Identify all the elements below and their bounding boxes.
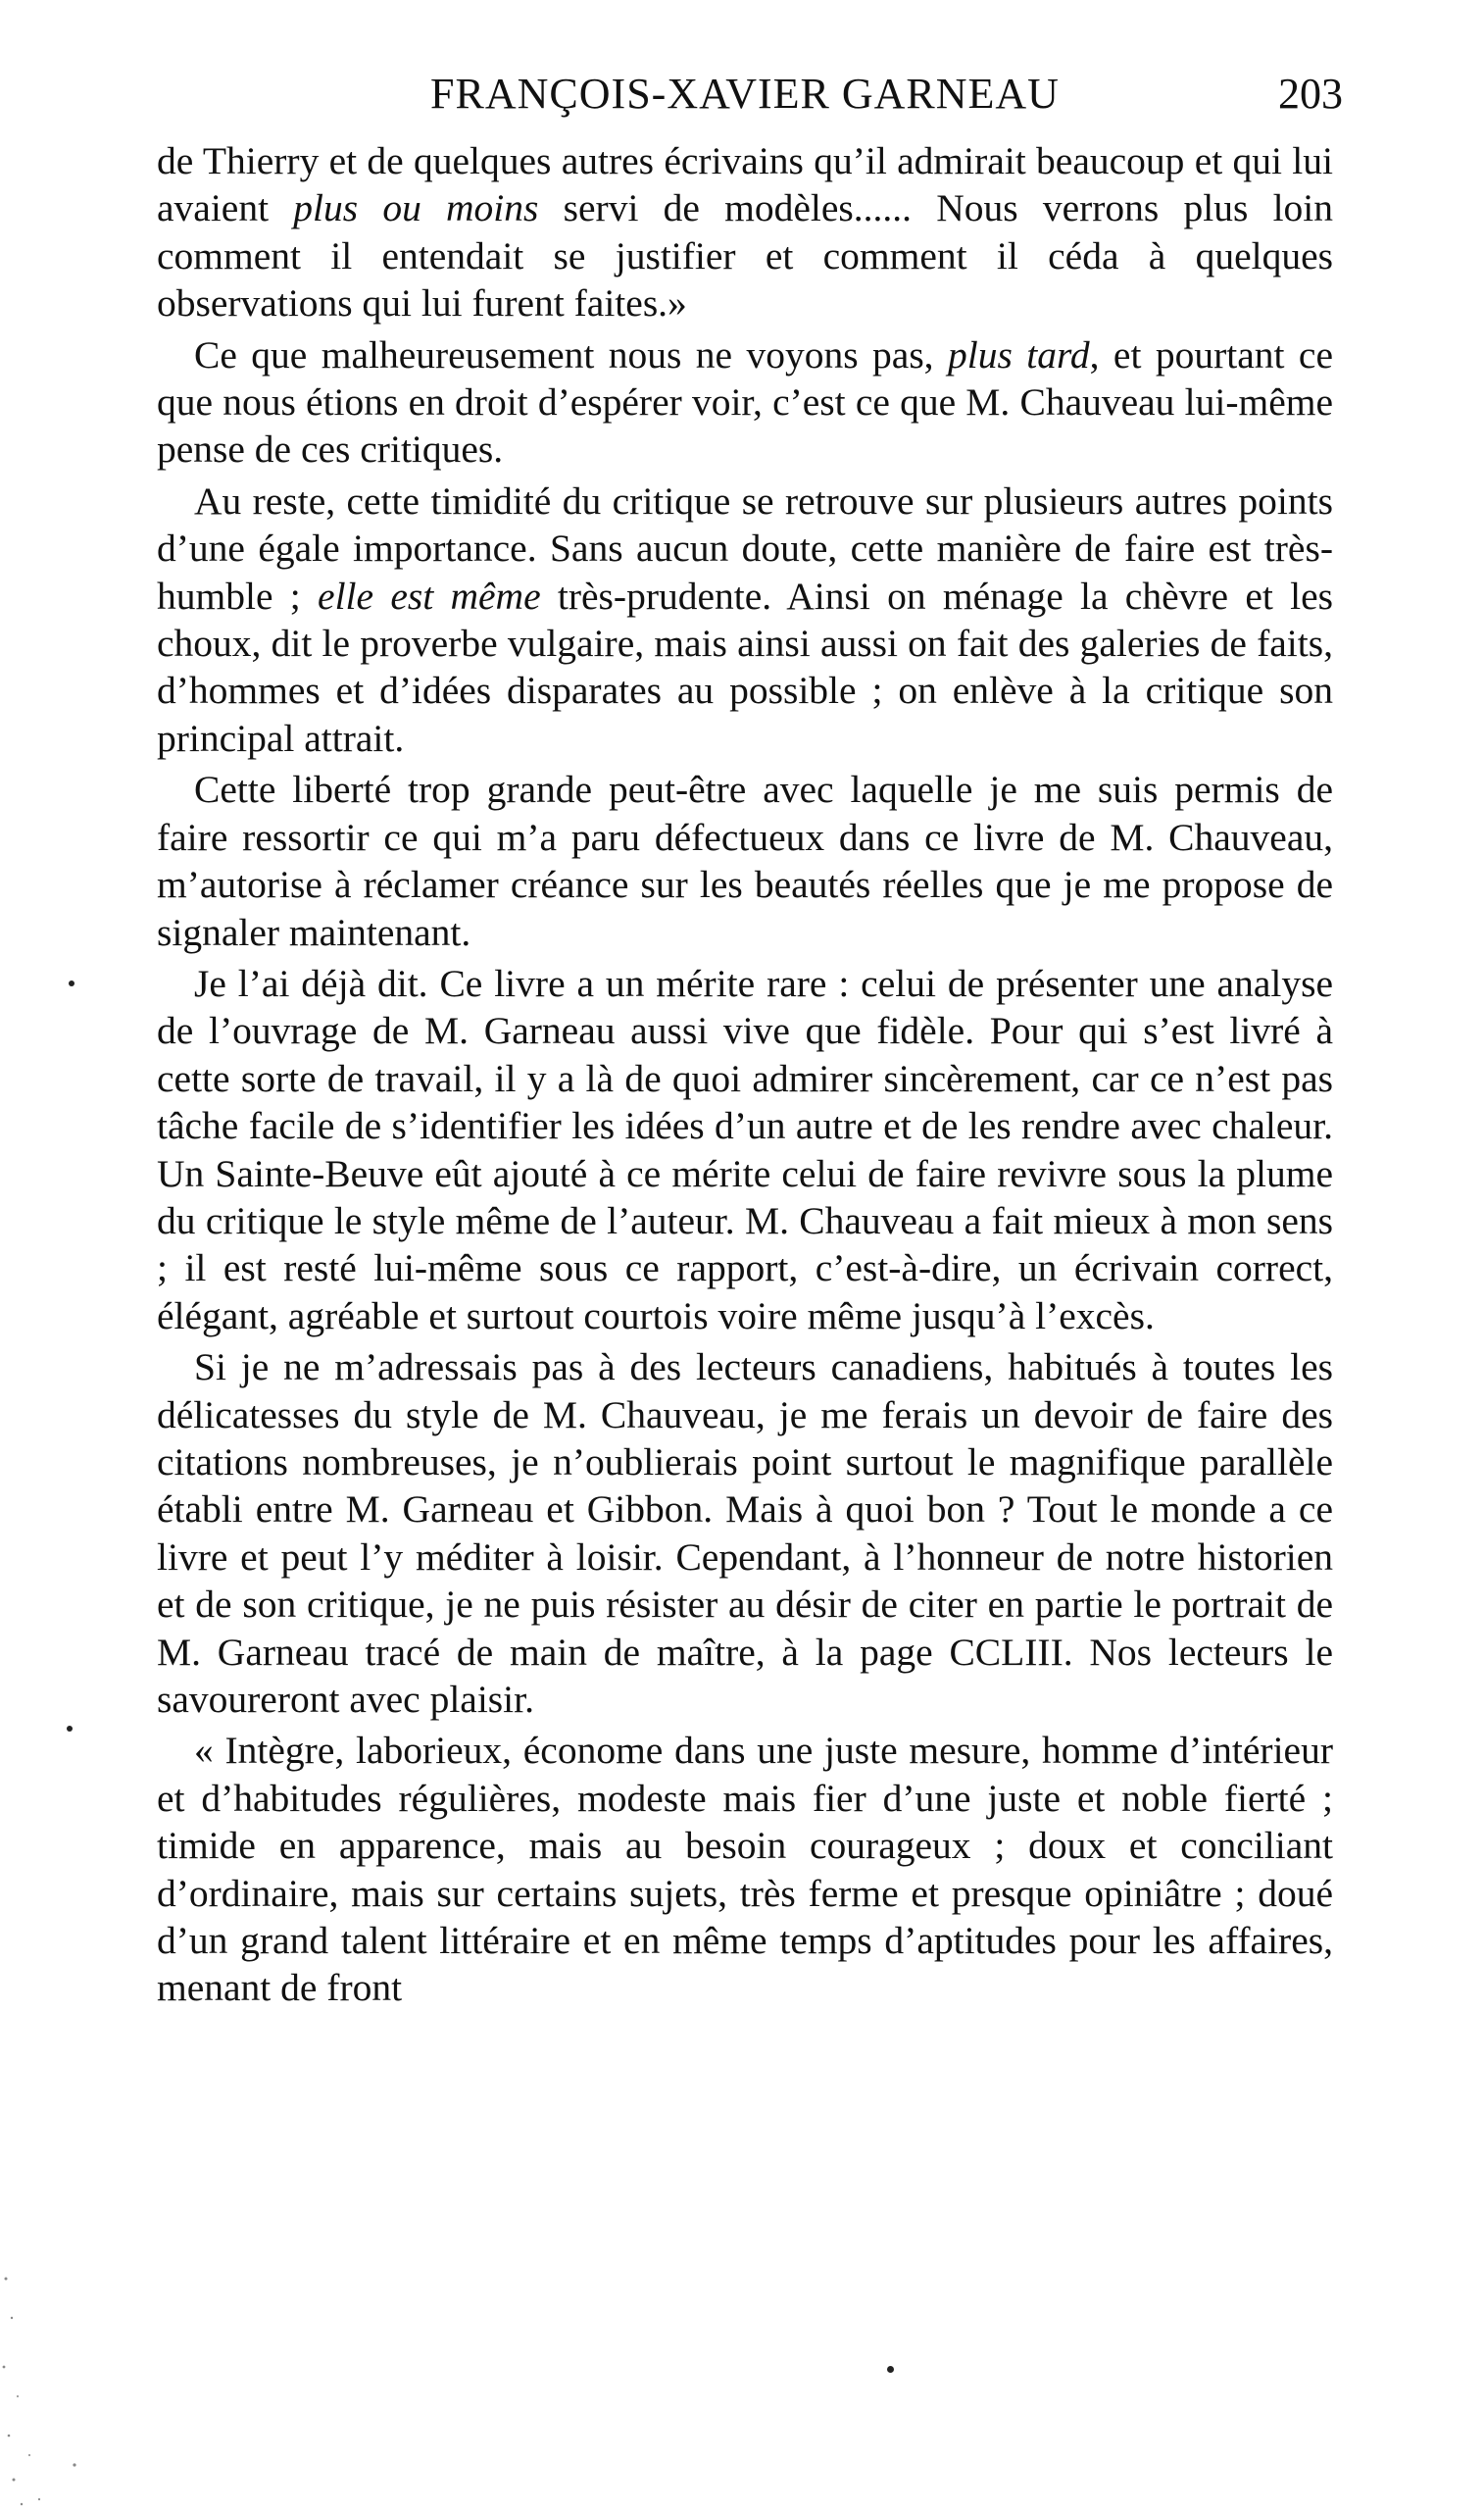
text-run: Je l’ai déjà dit. Ce livre a un mérite rare : celui de présenter une analyse de l’ouvrage de M. Garneau aussi vive que fidèle. Pour qui s’est livré à cette sorte de travail, il y a là de quoi admirer sincèrement, car ce n’est pas tâche facile de s’identifier les idées d’un autre et de les rendre avec chaleur. Un Sainte-Beuve eût ajouté à ce mérite celui de faire revivre sous la plume du critique le style même de l’auteur. M. Chauveau a fait mieux à mon sens ; il est resté lui-même sous ce rapport, c’est-à-dire, un écrivain correct, élégant, agréable et surtout courtois voire même jusqu’à l’excès. (157, 961, 1333, 1337)
text-run: de Thierry et de quelques autres écrivains qu’il admirait beaucoup et qui lui avaient (157, 139, 1333, 230)
margin-speck (887, 2366, 894, 2373)
text-run: très-prudente. Ainsi on ménage la chèvre et les choux, dit le proverbe vulgaire, mais ainsi aussi on fait des galeries de faits, d’hommes et d’idées disparates au possible ; on enlève à la critique son principal attrait. (157, 574, 1333, 760)
text-run: servi de modèles...... Nous verrons plus loin comment il entendait se justifier et comment il céda à quelques observations qui lui furent faites.» (157, 186, 1334, 326)
italic-text: plus tard (947, 332, 1090, 377)
paragraph (157, 478, 1333, 762)
scan-noise (0, 2259, 118, 2514)
text-run: Ce que malheureusement nous ne voyons pas, (194, 332, 948, 377)
paragraph (157, 1343, 1333, 1723)
text-run: , et pourtant ce que nous étions en droit d’espérer voir, c’est ce que M. Chauveau lui-même pense de ces critiques. (157, 332, 1333, 472)
paragraph (157, 1727, 1333, 2011)
italic-text: plus ou moins (293, 186, 539, 230)
text-run: Si je ne m’adressais pas à des lecteurs canadiens, habitués à toutes les délicatesses du style de M. Chauveau, je me ferais un devoir de faire des citations nombreuses, je n’oublierais point surtout le magnifique parallèle établi entre M. Garneau et Gibbon. Mais à quoi bon ? Tout le monde a ce livre et peut l’y méditer à loisir. Cependant, à l’honneur de notre historien et de son critique, je ne puis résister au désir de citer en partie le portrait de M. Garneau tracé de main de maître, à la page CCLIII. Nos lecteurs le savoureront avec plaisir. (157, 1345, 1333, 1721)
book-page (157, 59, 1343, 2016)
body-text (157, 137, 1333, 2012)
paragraph (157, 960, 1333, 1339)
paragraph (157, 331, 1333, 474)
running-head (157, 59, 1343, 137)
page-number: 203 (1278, 70, 1343, 118)
margin-speck (67, 1726, 73, 1732)
margin-speck (69, 980, 74, 986)
text-run: « Intègre, laborieux, économe dans une juste mesure, homme d’intérieur et d’habitudes régulières, modeste mais fier d’une juste et noble fierté ; timide en apparence, mais au besoin courageux ; doux et conciliant d’ordinaire, mais sur certains sujets, très ferme et presque opiniâtre ; doué d’un grand talent littéraire et en même temps d’aptitudes pour les affaires, menant de front (157, 1729, 1333, 2010)
paragraph (157, 137, 1333, 327)
paragraph (157, 766, 1333, 956)
running-title: FRANÇOIS-XAVIER GARNEAU (430, 70, 1060, 118)
text-run: Au reste, cette timidité du critique se retrouve sur plusieurs autres points d’une égale importance. Sans aucun doute, cette manière de faire est très-humble ; (157, 478, 1333, 618)
text-run: Cette liberté trop grande peut-être avec laquelle je me suis permis de faire ressortir ce qui m’a paru défectueux dans ce livre de M. Chauveau, m’autorise à réclamer créance sur les beautés réelles que je me propose de signaler maintenant. (157, 768, 1333, 954)
italic-text: elle est même (318, 574, 541, 618)
